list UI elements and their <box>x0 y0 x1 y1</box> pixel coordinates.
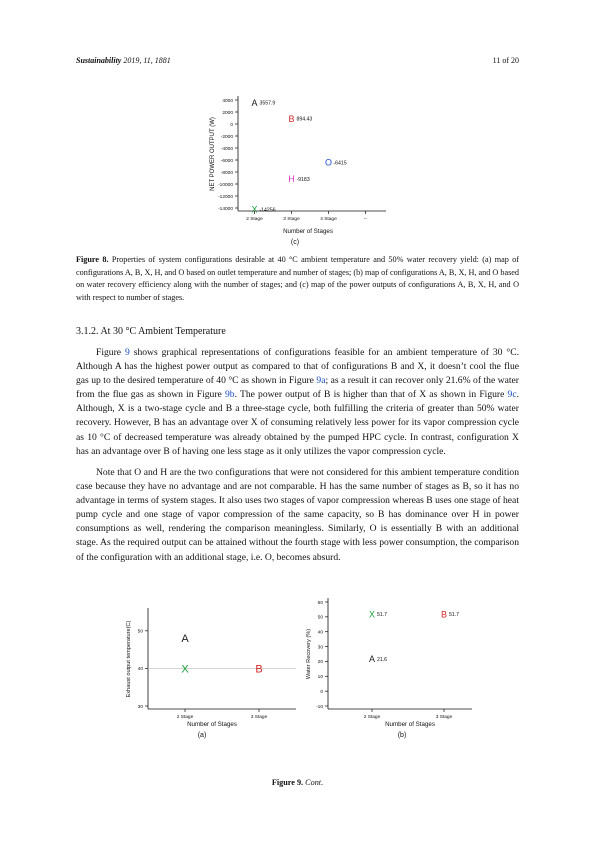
fig9b-y-tick-label: 50 <box>317 615 323 621</box>
fig8-point-x: X <box>251 204 258 215</box>
figure-8-caption-text: Properties of system configurations desirable at 40 °C ambient temperature and 50% water recovery yield: (a) map of configurations A, B, X, H, and O based on outlet temperature and number of stages; (b) map of configurations A, B, X, H, and O based on water recovery efficiency along with the number of stages; and (c) map of the power outputs of configurations A, B, X, H, and O with respect to number of stages. <box>76 255 519 302</box>
section-heading <box>76 326 226 337</box>
section-number: 3.1.2. <box>76 326 99 337</box>
text-run: . Although, X is a two-stage cycle and B a three-stage cycle, both fulfilling the criteria of greater than 50% water recovery. However, B has an advantage over X of consuming relatively less power for its vapor compression cycle as 10 °C of decreased temperature was already obtained by the pumped HPC cycle. In contrast, configuration X has an advantage over B of having one less stage as it only utilizes the vapor compression cycle. <box>76 389 519 457</box>
fig9b-point-value-x: 51.7 <box>376 612 388 619</box>
section-title: At 30 °C Ambient Temperature <box>100 326 226 337</box>
figure-9b-link[interactable]: 9b <box>224 389 235 401</box>
figure-9-caption-label: Figure 9. <box>271 778 304 787</box>
fig8-point-value-a: 3557.9 <box>259 100 276 107</box>
fig9b-y-tick-label: -10 <box>316 704 323 710</box>
fig9a-y-tick-label: 30 <box>137 704 143 710</box>
fig8-point-b: B <box>288 113 295 124</box>
figure-8-caption <box>76 254 519 304</box>
paragraph-1 <box>76 346 519 459</box>
fig8-point-h: H <box>288 174 295 185</box>
fig9a-x-tick-label: 3 Stage <box>250 715 268 720</box>
fig9b-y-tick-label: 30 <box>317 645 323 651</box>
figure-9a-panel-label: (a) <box>197 732 207 739</box>
figure-9-link[interactable]: 9 <box>124 347 130 358</box>
fig8-point-value-x: -14256 <box>259 207 276 214</box>
figure-9a-link[interactable]: 9a <box>316 375 326 387</box>
fig9b-y-tick-label: 10 <box>317 675 323 681</box>
figure-9b-xlabel: Number of Stages <box>385 721 435 728</box>
fig8-point-value-h: -9183 <box>296 176 310 183</box>
fig9b-point-a: A <box>368 654 376 665</box>
text-run: shows graphical representations of configurations feasible for an ambient temperature of 30 °C. Although A has the highest power output as compared to that of configurations B and X, it doesn’t cool the flue gas up to the desired temperature of 40 °C as shown in Figure <box>76 347 519 387</box>
fig9a-point-x: X <box>181 663 189 676</box>
figure-8c-panel-label: (c) <box>290 239 300 246</box>
fig8-x-tick-label: 2 Stage <box>246 217 263 222</box>
fig8-y-tick-label: -6000 <box>220 158 233 164</box>
figure-9c-link[interactable]: 9c <box>507 389 517 401</box>
fig8-y-tick-label: 0 <box>230 122 233 128</box>
fig8-y-tick-label: -14000 <box>218 206 233 212</box>
fig8-y-tick-label: -10000 <box>218 182 233 188</box>
fig8-point-a: A <box>251 97 258 108</box>
paragraph-2: Note that O and H are the two configurations that were not considered for this ambient temperature condition case because they have no advantage and are not comparable. H has the same number of stages as B, so it has no advantage in terms of system stages. It also uses two stages of vapor compression whereas B uses one stage of heat pump cycle and one stage of vapor compression of the same capacity, so B has dominance over H in power consumptions as well, rendering the comparison meaningless. Similarly, O is essentially B with an additional stage. As the required output can be attained without the fourth stage with less power consumption, the comparison of the configuration with an additional stage, i.e. O, becomes absurd. <box>76 467 519 563</box>
fig8-point-value-b: 894.43 <box>296 116 313 123</box>
fig9a-x-tick-label: 2 Stage <box>176 715 194 720</box>
fig9a-y-tick-label: 40 <box>137 667 143 673</box>
fig8-y-tick-label: -2000 <box>220 134 233 140</box>
figure-9-caption-text: Cont. <box>305 778 324 787</box>
fig9b-y-tick-label: 40 <box>317 630 323 636</box>
fig9b-point-x: X <box>368 609 376 620</box>
fig9b-x-tick-label: 2 Stage <box>363 715 381 720</box>
text-run: . The power output of B is higher than that of X as shown in Figure <box>234 389 508 401</box>
fig8-y-tick-label: 2000 <box>222 110 233 116</box>
fig9b-y-tick-label: 0 <box>320 689 323 695</box>
fig9b-point-value-a: 21.6 <box>376 656 388 663</box>
figure-9a-xlabel: Number of Stages <box>187 721 237 728</box>
figure-9b-ylabel: Water Recovery (%) <box>306 628 312 680</box>
fig9b-point-value-b: 51.7 <box>448 612 460 619</box>
figure-8c-xlabel: Number of Stages <box>283 228 333 235</box>
fig9b-point-b: B <box>440 609 448 620</box>
fig8-x-tick-label: 3 Stage <box>283 217 300 222</box>
fig8-y-tick-label: -8000 <box>220 170 233 176</box>
figure-9a-ylabel: Exhaust output temperature(C) <box>126 620 132 698</box>
fig9a-point-b: B <box>255 663 263 676</box>
journal-name: Sustainability <box>76 56 122 65</box>
fig8-y-tick-label: 4000 <box>222 98 233 104</box>
figure-9b-panel-label: (b) <box>397 732 407 739</box>
fig9a-point-a: A <box>181 633 189 646</box>
fig9b-x-tick-label: 3 Stage <box>435 715 453 720</box>
fig8-x-tick-label: -- <box>363 217 368 222</box>
citation: 2019, 11, 1881 <box>123 56 171 65</box>
fig9b-y-tick-label: 20 <box>317 660 323 666</box>
text-run: ; as a result it can recover only 21.6% of the water from the flue gas as shown in Figure <box>76 375 519 401</box>
fig8-y-tick-label: -12000 <box>218 194 233 200</box>
fig9a-y-tick-label: 50 <box>137 629 143 635</box>
fig8-x-tick-label: 4 Stage <box>320 217 337 222</box>
page-number: 11 of 20 <box>492 56 519 65</box>
fig9b-y-tick-label: 60 <box>317 600 323 606</box>
fig8-y-tick-label: -4000 <box>220 146 233 152</box>
figure-9-caption <box>0 778 595 787</box>
fig8-point-value-o: -6415 <box>333 160 347 167</box>
fig8-point-o: O <box>324 157 333 168</box>
figure-8c-ylabel: NET POWER OUTPUT (W) <box>210 117 216 191</box>
figure-8-caption-label: Figure 8. <box>76 255 109 264</box>
text-run: Figure <box>96 347 125 358</box>
